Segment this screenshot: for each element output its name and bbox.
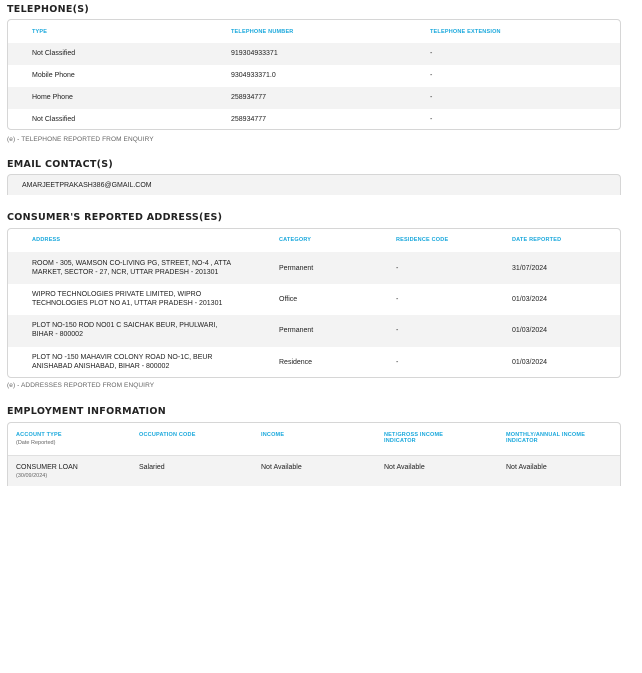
address-residence-code: -	[396, 327, 399, 334]
header-occupation-code: OCCUPATION CODE	[139, 432, 196, 438]
phone-type: Not Classified	[32, 50, 76, 57]
phone-number: 258934777	[231, 94, 267, 101]
address-residence-code: -	[396, 265, 399, 272]
header-date-reported-sub: (Date Reported)	[16, 440, 56, 446]
address-line-2: BIHAR - 800002	[32, 331, 83, 338]
header-address: ADDRESS	[32, 237, 61, 243]
telephones-table	[7, 19, 621, 130]
table-row	[8, 109, 620, 130]
address-line-2: MARKET, SECTOR - 27, NCR, UTTAR PRADESH - 201301	[32, 269, 219, 276]
header-account-type-label: ACCOUNT TYPE	[16, 432, 62, 438]
telephones-title: TELEPHONE(S)	[7, 4, 90, 15]
income: Not Available	[261, 464, 302, 471]
monthly-annual-income-indicator: Not Available	[506, 464, 547, 471]
header-net-gross-income-indicator: NET/GROSS INCOME INDICATOR	[384, 432, 444, 444]
address-category: Permanent	[279, 327, 314, 334]
phone-extension: -	[430, 50, 433, 57]
phone-number: 9304933371.0	[231, 72, 276, 79]
address-line-1: PLOT NO-150 ROD NO01 C SAICHAK BEUR, PHULWARI,	[32, 322, 218, 329]
net-gross-income-indicator: Not Available	[384, 464, 425, 471]
phone-number: 919304933371	[231, 50, 278, 57]
header-residence-code: RESIDENCE CODE	[396, 237, 449, 243]
header-telephone-extension: TELEPHONE EXTENSION	[430, 29, 501, 35]
table-row	[8, 43, 620, 65]
addresses-table	[7, 228, 621, 378]
address-line-2: ANISHABAD ANISHABAD, BIHAR - 800002	[32, 363, 170, 370]
header-telephone-number: TELEPHONE NUMBER	[231, 29, 294, 35]
phone-number: 258934777	[231, 116, 267, 123]
occupation-code: Salaried	[139, 464, 165, 471]
email-value: AMARJEETPRAKASH386@GMAIL.COM	[22, 182, 152, 189]
header-income: INCOME	[261, 432, 285, 438]
addresses-title: CONSUMER'S REPORTED ADDRESS(ES)	[7, 212, 223, 223]
phone-extension: -	[430, 94, 433, 101]
table-row	[8, 65, 620, 87]
table-row	[8, 87, 620, 109]
header-type: TYPE	[32, 29, 48, 35]
address-line-1: WIPRO TECHNOLOGIES PRIVATE LIMITED, WIPRO	[32, 291, 202, 298]
table-row	[8, 347, 620, 378]
address-category: Residence	[279, 359, 313, 366]
address-residence-code: -	[396, 296, 399, 303]
employment-title: EMPLOYMENT INFORMATION	[7, 406, 166, 417]
address-line-1: ROOM - 305, WAMSON CO-LIVING PG, STREET, NO-4 , ATTA	[32, 260, 232, 267]
account-type: CONSUMER LOAN	[16, 464, 78, 471]
table-row	[8, 315, 620, 347]
phone-type: Not Classified	[32, 116, 76, 123]
email-title: EMAIL CONTACT(S)	[7, 159, 114, 170]
table-row	[8, 455, 620, 486]
address-category: Office	[279, 296, 298, 303]
email-box	[7, 174, 621, 195]
phone-type: Home Phone	[32, 94, 73, 101]
phone-extension: -	[430, 116, 433, 123]
employment-table	[7, 422, 621, 486]
address-date-reported: 31/07/2024	[512, 265, 548, 272]
account-date-reported: (30/09/2024)	[16, 473, 48, 479]
header-account-type	[16, 432, 62, 446]
header-date-reported: DATE REPORTED	[512, 237, 562, 243]
phone-type: Mobile Phone	[32, 72, 75, 79]
table-row	[8, 284, 620, 315]
table-row	[8, 252, 620, 284]
address-date-reported: 01/03/2024	[512, 296, 548, 303]
header-category: CATEGORY	[279, 237, 312, 243]
address-date-reported: 01/03/2024	[512, 359, 548, 366]
address-note: (e) - ADDRESSES REPORTED FROM ENQUIRY	[7, 382, 155, 389]
header-monthly-annual-income-indicator: MONTHLY/ANNUAL INCOME INDICATOR	[506, 432, 586, 444]
address-line-1: PLOT NO -150 MAHAVIR COLONY ROAD NO-1C, BEUR	[32, 354, 213, 361]
telephone-note: (e) - TELEPHONE REPORTED FROM ENQUIRY	[7, 136, 154, 143]
address-line-2: TECHNOLOGIES PLOT NO A1, UTTAR PRADESH - 201301	[32, 300, 223, 307]
address-residence-code: -	[396, 359, 399, 366]
phone-extension: -	[430, 72, 433, 79]
address-category: Permanent	[279, 265, 314, 272]
address-date-reported: 01/03/2024	[512, 327, 548, 334]
